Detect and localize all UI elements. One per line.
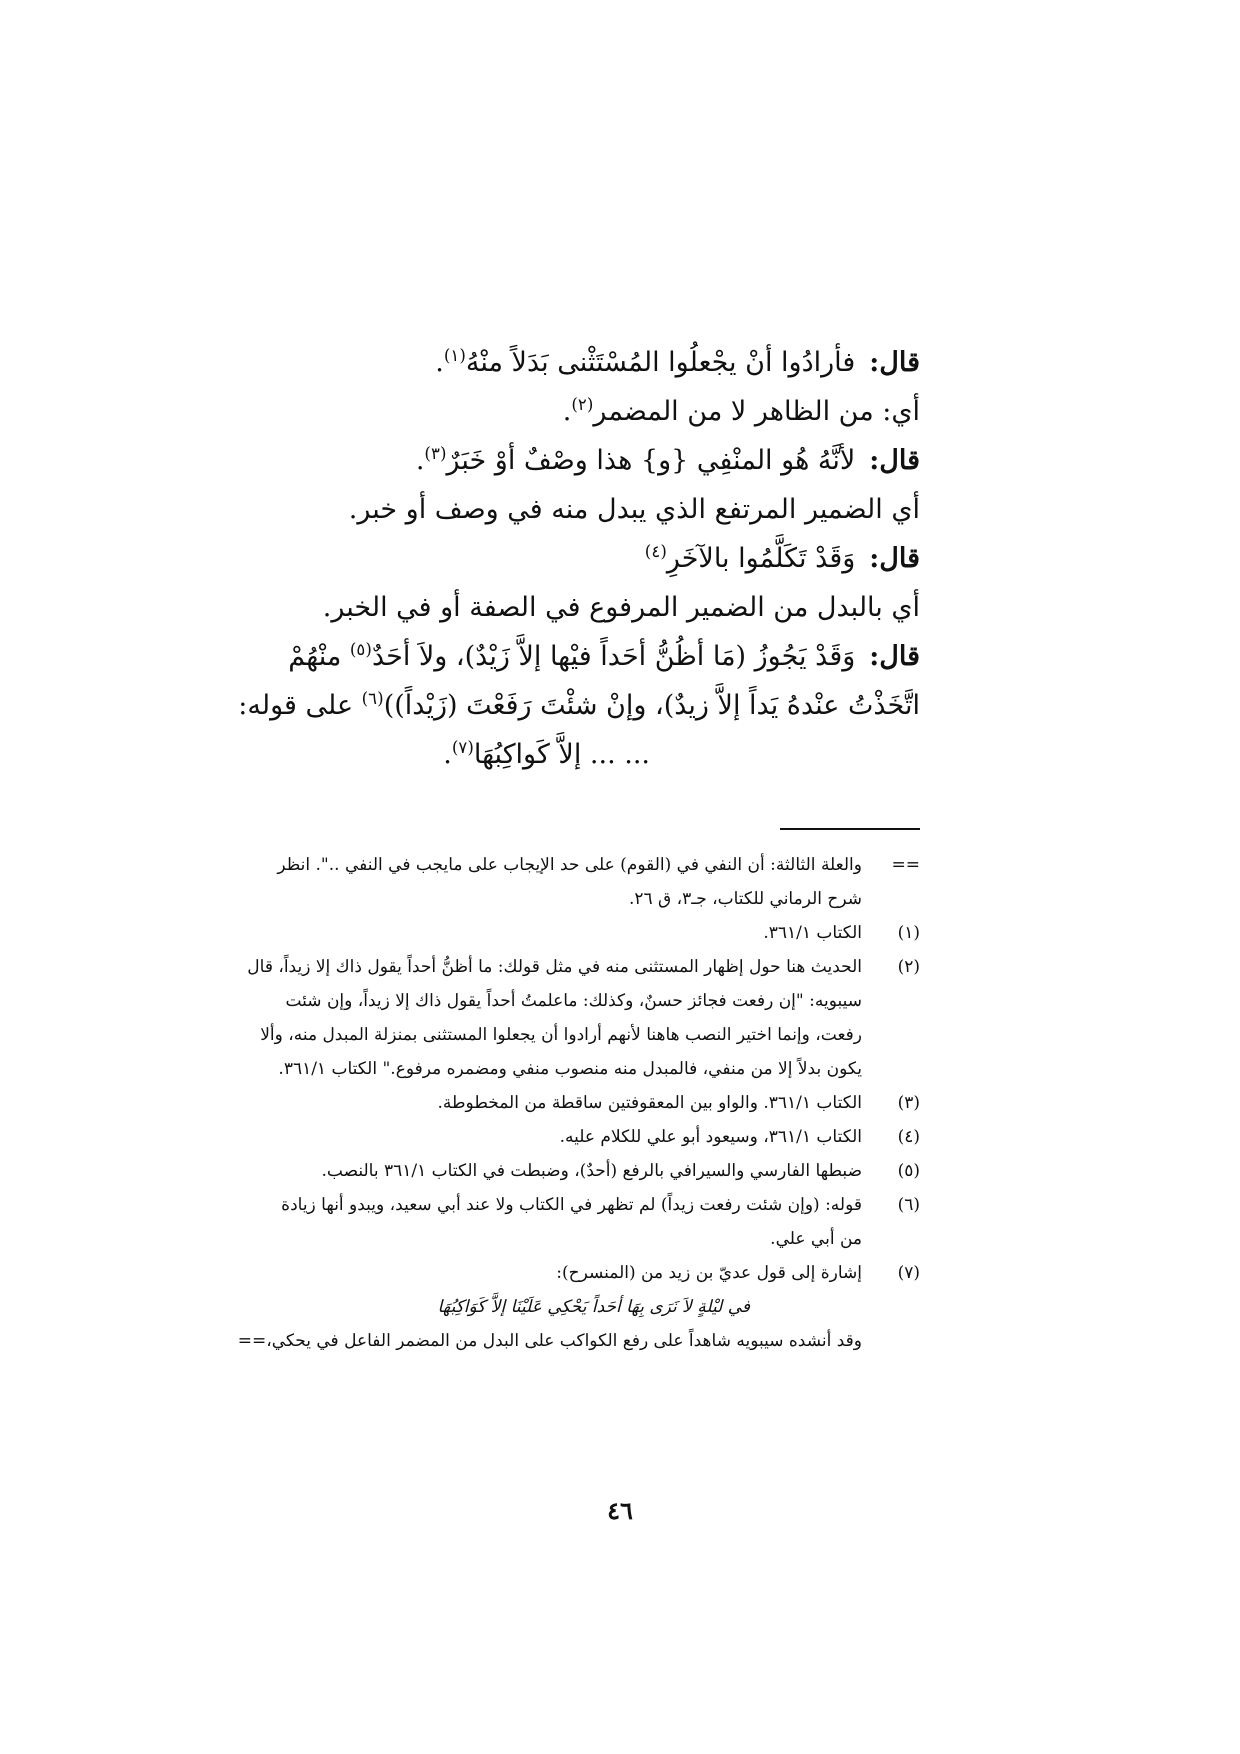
footnote-text: الكتاب ٣٦١/١. [763,923,862,943]
main-line-text: أي الضمير المرتفع الذي يبدل منه في وصف أو خبر. [348,494,920,525]
footnote-ref[interactable]: (١) [443,345,466,365]
main-line-text: أي: من الظاهر لا من المضمر [593,396,920,427]
footnote-number: (٣) [897,1093,920,1113]
footnote-text: يكون بدلاً إلا من منفي، فالمبدل منه منصوب منفي ومضمره مرفوع." الكتاب ٣٦١/١. [278,1059,862,1079]
footnote-text: شرح الرماني للكتاب، جـ٣، ق ٢٦. [628,889,862,909]
footnote-divider [780,828,920,830]
main-line-4 [220,485,920,534]
main-line-text: ... ... إلاَّ كَواكِبُهَا [473,739,650,770]
main-line-end: . [415,445,425,476]
main-line-text: لأنَّهُ هُو المنْفِي {و} هذا وصْفٌ أوْ خَبَرٌ [446,445,856,476]
footnote-ref[interactable]: (٧) [451,737,474,757]
footnote-line [220,984,920,1018]
main-line-6 [220,583,920,632]
footnotes [220,848,920,1358]
footnote-text: في ليْلةٍ لاَ نَرَى بِهَا أحَداً يَحْكِي عَلَيْنَا إلاَّ كَوَاكِبُهَا [437,1297,750,1317]
footnote-number: (٥) [897,1161,920,1181]
speaker-label: قال: [869,641,920,672]
footnote-line [220,1324,920,1358]
footnote-ref[interactable]: (٦) [361,688,384,708]
footnote-text: قوله: (وإن شئت رفعت زيداً) لم تظهر في الكتاب ولا عند أبي سعيد، ويبدو أنها زيادة [281,1195,862,1215]
footnote-text: من أبي علي. [770,1229,862,1249]
footnote-text: سيبويه: "إن رفعت فجائز حسنٌ، وكذلك: ماعلمتُ أحداً يقول ذاك إلا زيداً، وإن شئت [285,991,862,1011]
footnote-line [220,882,920,916]
footnote-line [220,848,920,882]
footnote-line [220,1120,920,1154]
main-line-end: . [443,739,452,770]
main-line-text: وَقَدْ تَكَلَّمُوا بالآخَرِ [666,543,856,574]
main-line-text: أي بالبدل من الضمير المرفوع في الصفة أو في الخبر. [322,592,920,623]
main-text [220,338,920,779]
footnote-line [220,1256,920,1290]
footnote-ref[interactable]: (٥) [349,639,372,659]
speaker-label: قال: [869,445,920,476]
speaker-label: قال: [869,347,920,378]
main-line-end: . [562,396,572,427]
page-number: ٤٦ [607,1496,633,1525]
footnote-line [220,1154,920,1188]
main-line-text: اتَّخَذْتُ عنْدهُ يَداً إلاَّ زيدٌ)، وإنْ شئْتَ رَفَعْتَ (زَيْداً)) [383,690,920,721]
speaker-label: قال: [869,543,920,574]
footnote-number: (٤) [897,1127,920,1147]
main-line-8 [220,681,920,730]
main-line-text: فأرادُوا أنْ يجْعلُوا المُسْتَثْنى بَدَلاً منْهُ [465,347,856,378]
main-line-3 [220,436,920,485]
footnote-number: (٦) [897,1195,920,1215]
footnote-text: رفعت، وإنما اختير النصب هاهنا لأنهم أرادوا أن يجعلوا المستثنى بمنزلة المبدل منه، وألا [260,1025,862,1045]
footnote-line [220,916,920,950]
footnote-text: وقد أنشده سيبويه شاهداً على رفع الكواكب على البدل من المضمر الفاعل في يحكي،== [237,1331,862,1351]
footnote-text: ضبطها الفارسي والسيرافي بالرفع (أحدٌ)، وضبطت في الكتاب ٣٦١/١ بالنصب. [321,1161,862,1181]
footnote-text: الكتاب ٣٦١/١. والواو بين المعقوفتين ساقطة من المخطوطة. [437,1093,862,1113]
footnote-ref[interactable]: (٣) [424,443,447,463]
main-line-5 [220,534,920,583]
main-line-9 [220,730,920,779]
main-line-7 [220,632,920,681]
footnote-number: == [891,855,920,875]
footnote-ref[interactable]: (٢) [571,394,594,414]
main-line-end: على قوله: [238,690,362,721]
footnote-line [220,1052,920,1086]
footnote-text: إشارة إلى قول عديّ بن زيد من (المنسرح): [556,1263,862,1283]
footnote-text: الكتاب ٣٦١/١، وسيعود أبو علي للكلام عليه. [559,1127,862,1147]
footnote-text: والعلة الثالثة: أن النفي في (القوم) على حد الإيجاب على مايجب في النفي ..". انظر [277,855,862,875]
footnote-number: (٢) [897,957,920,977]
main-line-end: . [435,347,444,378]
main-line-end: منْهُمْ [288,641,350,672]
footnote-text: الحديث هنا حول إظهار المستثنى منه في مثل قولك: ما أظنُّ أحداً يقول ذاك إلا زيداً، قال [247,957,862,977]
main-line-text: وَقَدْ يَجُوزُ (مَا أظُنُّ أحَداً فيْها إلاَّ زَيْدٌ)، ولاَ أحَدٌ [371,641,856,672]
footnote-number: (١) [897,923,920,943]
footnote-line [220,1188,920,1222]
footnote-number: (٧) [897,1263,920,1283]
footnote-line [220,950,920,984]
footnote-line [220,1222,920,1256]
footnote-line [220,1018,920,1052]
main-line-1 [220,338,920,387]
footnote-ref[interactable]: (٤) [644,541,667,561]
footnote-verse-line [220,1290,920,1324]
main-line-2 [220,387,920,436]
footnote-line [220,1086,920,1120]
